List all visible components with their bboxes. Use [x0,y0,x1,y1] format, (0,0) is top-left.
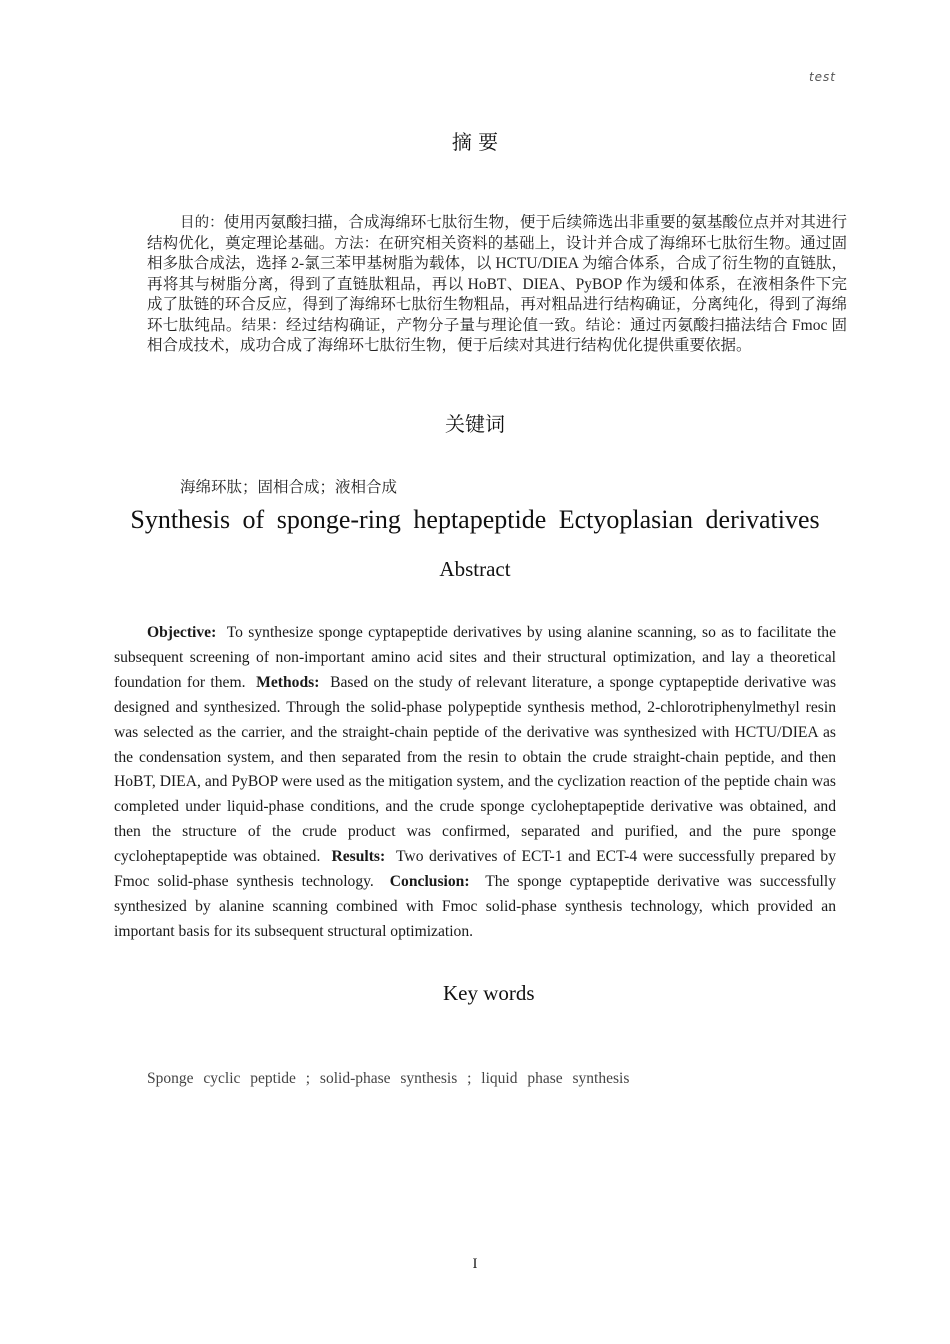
english-abstract-body [114,621,836,945]
cn-methods-text: 在研究相关资料的基础上，设计并合成了海绵环七肽衍生物。通过固相多肽合成法，选择 2-氯三苯甲基树脂为载体，以 HCTU/DIEA 为缩合体系，合成了衍生物的直链肽，再将其与树脂分离，得到了直链肽粗品，再以 HoBT、DIEA、PyBOP 作为缓和体系，在液相条件下完成了肽链的环合反应，得到了海绵环七肽衍生物粗品，再对粗品进行结构确证，分离纯化，得到了海绵环七肽纯品。 [147,234,847,334]
en-objective-label: Objective: [147,624,217,641]
en-objective-text: To synthesize sponge cyptapeptide derivatives by using alanine scanning, so as to facilitate the subsequent screening of non-important amino acid sites and their structural optimization, and lay a theoretical foundation for them. [114,624,836,691]
cn-objective-label: 目的： [180,215,224,231]
en-conclusion-text: The sponge cyptapeptide derivative was successfully synthesized by alanine scanning combined with Fmoc solid-phase synthesis technology, which provided an important basis for its subsequent structural optimization. [114,873,836,940]
english-abstract-title: Abstract [439,557,511,581]
english-keywords-title: Key words [443,981,535,1005]
english-paper-title: Synthesis of sponge-ring heptapeptide Ectyoplasian derivatives [130,505,820,534]
en-results-label: Results: [331,848,386,866]
cn-conclusion-label: 结论： [585,317,631,334]
cn-objective-text: 使用丙氨酸扫描，合成海绵环七肽衍生物，便于后续筛选出非重要的氨基酸位点并对其进行结构优化，奠定理论基础。 [147,214,847,252]
page-number: I [472,1256,478,1272]
en-methods-text: Based on the study of relevant literature, a sponge cyptapeptide derivative was designed and synthesized. Through the solid-phase polypeptide synthesis method, 2-chlorotriphenylmethyl resin was selected as the carrier, and the straight-chain peptide of the derivative was synthesized with HCTU/DIEA as the condensation system, and then separated from the resin to obtain the crude straight-chain peptide, and then HoBT, DIEA, and PyBOP were used as the mitigation system, and the cyclization reaction of the peptide chain was completed under liquid-phase conditions, and the crude sponge cycloheptapeptide derivative was obtained, and then the structure of the crude product was confirmed, separated and purified, and the pure sponge cycloheptapeptide was obtained. [114,673,837,866]
en-conclusion-label: Conclusion: [389,873,470,891]
header-note: test [808,70,836,84]
en-results-text: Two derivatives of ECT-1 and ECT-4 were successfully prepared by Fmoc solid-phase synthesis technology. [114,848,836,891]
cn-conclusion-text: 通过丙氨酸扫描法结合 Fmoc 固相合成技术，成功合成了海绵环七肽衍生物，便于后续对其进行结构优化提供重要依据。 [147,316,848,354]
english-keywords: Sponge cyclic peptide ; solid-phase synthesis ; liquid phase synthesis [147,1070,630,1087]
cn-results-label: 结果： [241,317,287,334]
cn-results-text: 经过结构确证，产物分子量与理论值一致。 [286,316,586,334]
chinese-keywords: 海绵环肽；固相合成；液相合成 [180,479,398,496]
en-methods-label: Methods: [256,673,320,691]
chinese-keywords-title: 关键词 [445,412,505,436]
chinese-abstract-body [147,213,847,357]
cn-methods-label: 方法： [334,235,379,252]
chinese-abstract-title: 摘 要 [451,130,499,154]
